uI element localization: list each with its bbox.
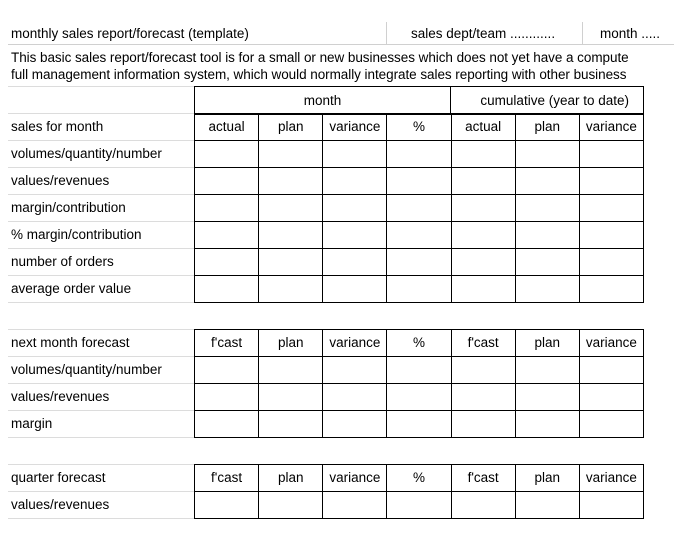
column-header: variance (323, 114, 387, 141)
data-cell[interactable] (195, 384, 259, 411)
column-header: plan (515, 465, 579, 492)
data-cell[interactable] (515, 141, 579, 168)
data-cell[interactable] (579, 492, 643, 519)
data-cell[interactable] (451, 276, 515, 303)
row-separator (8, 194, 194, 195)
header-divider (386, 22, 387, 44)
data-cell[interactable] (451, 411, 515, 438)
section1-row-label: % margin/contribution (11, 227, 142, 242)
column-header: variance (579, 114, 643, 141)
data-cell[interactable] (579, 168, 643, 195)
table-row (195, 384, 644, 411)
data-cell[interactable] (579, 357, 643, 384)
group-header-table (194, 86, 644, 115)
section1-row-label: volumes/quantity/number (11, 146, 162, 161)
data-cell[interactable] (515, 195, 579, 222)
data-cell[interactable] (259, 249, 323, 276)
section1-header-row (195, 114, 644, 141)
data-cell[interactable] (323, 357, 387, 384)
row-separator (8, 221, 194, 222)
data-cell[interactable] (259, 195, 323, 222)
data-cell[interactable] (387, 141, 451, 168)
row-separator (8, 356, 194, 357)
intro-line-2: full management information system, which would normally integrate sales reporting with other business (11, 67, 627, 82)
table-row (195, 276, 644, 303)
data-cell[interactable] (195, 357, 259, 384)
header-underline (8, 44, 674, 45)
section1-title: sales for month (11, 119, 104, 134)
data-cell[interactable] (195, 411, 259, 438)
column-header: plan (515, 114, 579, 141)
data-cell[interactable] (451, 195, 515, 222)
cumulative-group-header: cumulative (year to date) (451, 87, 644, 115)
data-cell[interactable] (579, 222, 643, 249)
section2-row-label: volumes/quantity/number (11, 362, 162, 377)
section2-title: next month forecast (11, 335, 130, 350)
data-cell[interactable] (323, 168, 387, 195)
data-cell[interactable] (259, 411, 323, 438)
table-row (195, 411, 644, 438)
column-header: actual (195, 114, 259, 141)
row-separator (8, 518, 194, 519)
column-header: plan (259, 330, 323, 357)
data-cell[interactable] (323, 384, 387, 411)
section1-row-label: number of orders (11, 254, 114, 269)
data-cell[interactable] (387, 276, 451, 303)
column-header: f'cast (451, 465, 515, 492)
data-cell[interactable] (323, 276, 387, 303)
row-separator (8, 491, 194, 492)
data-cell[interactable] (195, 222, 259, 249)
data-cell[interactable] (195, 168, 259, 195)
data-cell[interactable] (515, 249, 579, 276)
month-field[interactable]: month ..... (600, 26, 661, 41)
data-cell[interactable] (259, 384, 323, 411)
data-cell[interactable] (323, 411, 387, 438)
data-cell[interactable] (195, 141, 259, 168)
data-cell[interactable] (451, 249, 515, 276)
data-cell[interactable] (323, 492, 387, 519)
header-divider (582, 22, 583, 44)
intro-line-1: This basic sales report/forecast tool is for a small or new businesses which does not yet have a compute (11, 50, 629, 65)
data-cell[interactable] (195, 492, 259, 519)
data-cell[interactable] (579, 276, 643, 303)
section3-title: quarter forecast (11, 470, 106, 485)
column-header: % (387, 114, 451, 141)
data-cell[interactable] (451, 141, 515, 168)
data-cell[interactable] (387, 357, 451, 384)
column-header: variance (579, 465, 643, 492)
data-cell[interactable] (387, 384, 451, 411)
column-header: actual (451, 114, 515, 141)
data-cell[interactable] (323, 222, 387, 249)
data-cell[interactable] (323, 195, 387, 222)
month-group-header: month (195, 87, 451, 115)
row-separator (8, 437, 194, 438)
sales-dept-field[interactable]: sales dept/team ............ (411, 26, 556, 41)
table-row (195, 249, 644, 276)
data-cell[interactable] (515, 222, 579, 249)
data-cell[interactable] (387, 249, 451, 276)
section3-row-label: values/revenues (11, 497, 110, 512)
data-cell[interactable] (515, 492, 579, 519)
data-cell[interactable] (451, 222, 515, 249)
row-separator (8, 167, 194, 168)
section1-grid (194, 113, 644, 303)
data-cell[interactable] (387, 411, 451, 438)
section2-row-label: margin (11, 416, 53, 431)
table-row (195, 357, 644, 384)
column-header: variance (323, 465, 387, 492)
data-cell[interactable] (323, 249, 387, 276)
data-cell[interactable] (195, 276, 259, 303)
column-header: plan (259, 114, 323, 141)
column-header: f'cast (195, 465, 259, 492)
column-header: f'cast (451, 330, 515, 357)
data-cell[interactable] (515, 384, 579, 411)
data-cell[interactable] (579, 141, 643, 168)
table-row (195, 492, 644, 519)
data-cell[interactable] (259, 222, 323, 249)
table-row (195, 168, 644, 195)
row-separator (8, 302, 194, 303)
row-separator (8, 86, 194, 87)
data-cell[interactable] (515, 357, 579, 384)
data-cell[interactable] (323, 141, 387, 168)
data-cell[interactable] (579, 384, 643, 411)
section2-row-label: values/revenues (11, 389, 110, 404)
data-cell[interactable] (195, 249, 259, 276)
data-cell[interactable] (387, 195, 451, 222)
data-cell[interactable] (259, 168, 323, 195)
data-cell[interactable] (515, 276, 579, 303)
column-header: plan (515, 330, 579, 357)
row-separator (8, 275, 194, 276)
report-title: monthly sales report/forecast (template) (11, 26, 249, 41)
section2-grid (194, 329, 644, 438)
column-header: variance (579, 330, 643, 357)
row-separator (8, 248, 194, 249)
data-cell[interactable] (387, 168, 451, 195)
column-header: f'cast (195, 330, 259, 357)
section3-header-row (195, 465, 644, 492)
row-separator (8, 113, 194, 114)
section2-header-row (195, 330, 644, 357)
data-cell[interactable] (579, 195, 643, 222)
row-separator (8, 140, 194, 141)
data-cell[interactable] (451, 357, 515, 384)
section1-row-label: values/revenues (11, 173, 110, 188)
data-cell[interactable] (451, 168, 515, 195)
data-cell[interactable] (515, 168, 579, 195)
data-cell[interactable] (259, 276, 323, 303)
data-cell[interactable] (579, 411, 643, 438)
column-header: % (387, 330, 451, 357)
column-header: variance (323, 330, 387, 357)
data-cell[interactable] (451, 384, 515, 411)
data-cell[interactable] (387, 492, 451, 519)
section3-grid (194, 464, 644, 519)
table-row (195, 141, 644, 168)
data-cell[interactable] (259, 357, 323, 384)
section1-row-label: margin/contribution (11, 200, 126, 215)
table-row (195, 222, 644, 249)
row-separator (8, 383, 194, 384)
data-cell[interactable] (515, 411, 579, 438)
data-cell[interactable] (387, 222, 451, 249)
column-header: plan (259, 465, 323, 492)
column-header: % (387, 465, 451, 492)
data-cell[interactable] (579, 249, 643, 276)
data-cell[interactable] (259, 141, 323, 168)
row-separator (8, 410, 194, 411)
section1-row-label: average order value (11, 281, 132, 296)
data-cell[interactable] (259, 492, 323, 519)
data-cell[interactable] (451, 492, 515, 519)
data-cell[interactable] (195, 195, 259, 222)
table-row (195, 195, 644, 222)
